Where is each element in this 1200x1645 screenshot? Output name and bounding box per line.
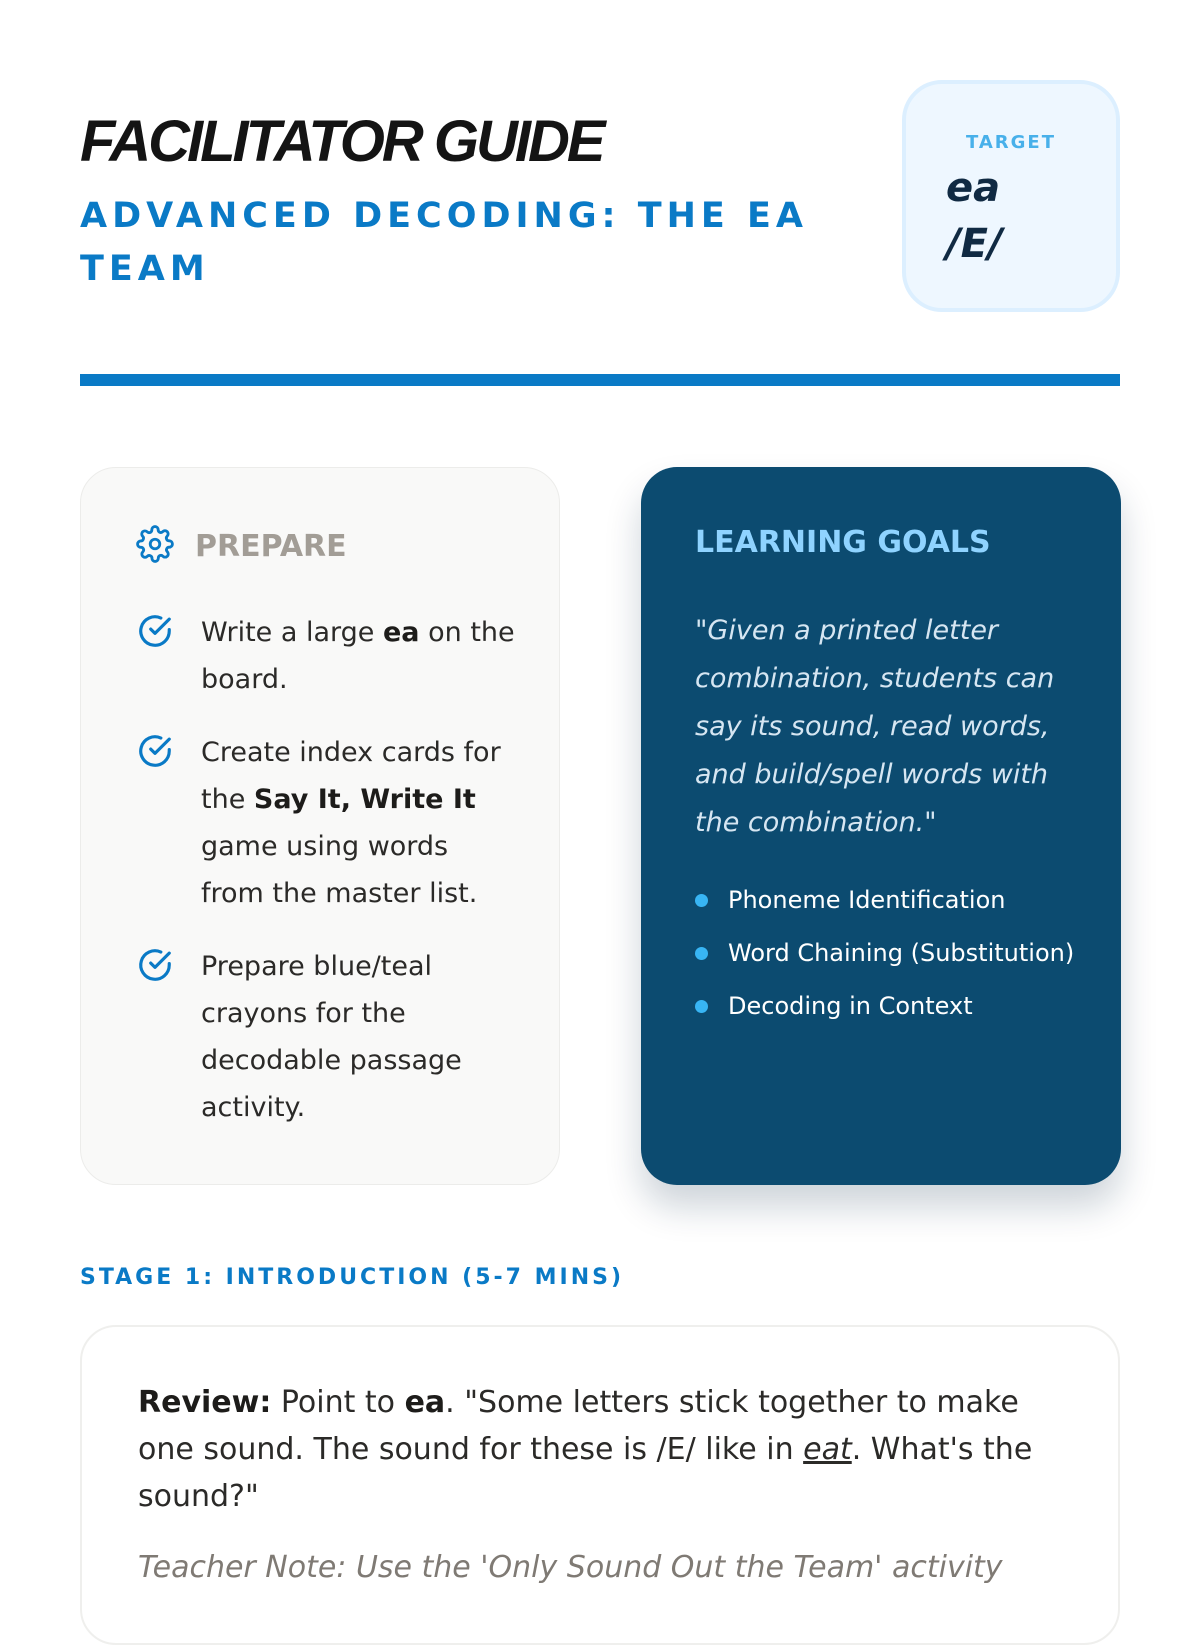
prepare-item-text: Prepare blue/teal crayons for the decodable passage activity. [201, 951, 462, 1123]
target-sound: /E/ [946, 221, 1003, 267]
learning-goals-list [695, 880, 1075, 1039]
prepare-list [136, 609, 516, 1157]
target-badge [902, 80, 1120, 312]
learning-goals-quote: "Given a printed letter combination, students can say its sound, read words, and build/spell words with the combination." [695, 615, 1055, 838]
learning-goals-title: LEARNING GOALS [695, 525, 991, 560]
bullet-dot-icon [695, 947, 708, 960]
bullet-dot-icon [695, 894, 708, 907]
target-label: TARGET [965, 132, 1057, 153]
page-title: FACILITATOR GUIDE [80, 109, 603, 174]
list-item [136, 609, 516, 703]
page-subtitle: ADVANCED DECODING: THE EA TEAM [80, 196, 808, 289]
review-lead: Review: [138, 1385, 272, 1420]
bullet-dot-icon [695, 1000, 708, 1013]
gear-icon [136, 525, 174, 567]
check-circle-icon [136, 729, 174, 774]
list-item [695, 880, 1075, 920]
check-circle-icon [136, 609, 174, 654]
goal-item: Decoding in Context [728, 992, 973, 1020]
review-paragraph: Review: Point to ea. "Some letters stick together to make one sound. The sound for these is /E/ like in eat. What's the sound?" [138, 1385, 1033, 1514]
example-word: eat [803, 1432, 852, 1467]
prepare-card [80, 467, 560, 1185]
teacher-note: Teacher Note: Use the 'Only Sound Out the Team' activity [138, 1550, 1003, 1585]
learning-goals-card [641, 467, 1121, 1185]
goal-item: Phoneme Identification [728, 886, 1006, 914]
prepare-header [136, 526, 347, 566]
stage-1-heading: STAGE 1: INTRODUCTION (5-7 MINS) [80, 1265, 625, 1290]
list-item [136, 729, 516, 917]
prepare-title: PREPARE [195, 528, 347, 564]
target-letters: ea [946, 165, 1001, 211]
goal-item: Word Chaining (Substitution) [728, 939, 1075, 967]
header [80, 80, 1120, 330]
target-value [946, 160, 1096, 272]
prepare-item-text: Write a large ea on the board. [201, 617, 515, 695]
stage-1-card [80, 1325, 1120, 1645]
list-item [136, 943, 516, 1131]
header-divider [80, 374, 1120, 386]
list-item [695, 933, 1075, 973]
check-circle-icon [136, 943, 174, 988]
prepare-item-text: Create index cards for the Say It, Write It game using words from the master list. [201, 737, 501, 909]
list-item [695, 986, 1075, 1026]
